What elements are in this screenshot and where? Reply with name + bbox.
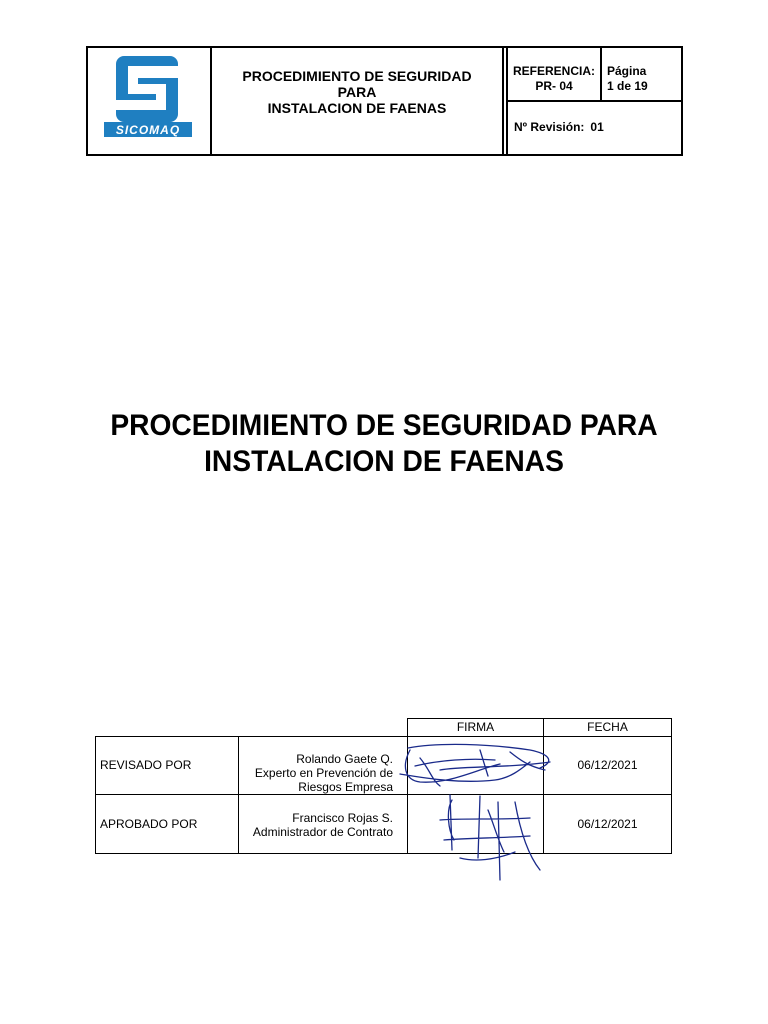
sicomaq-logo [88, 48, 212, 154]
reviewer-role-line2: Riesgos Empresa [298, 780, 393, 794]
column-header-firma: FIRMA [407, 718, 544, 737]
column-header-fecha: FECHA [543, 718, 672, 737]
header-title-line3: INSTALACION DE FAENAS [267, 100, 447, 116]
revision-value: 01 [590, 120, 604, 134]
revision-cell [506, 102, 681, 154]
document-title-line2: INSTALACION DE FAENAS [204, 445, 564, 478]
revision-label: Nº Revisión: [514, 120, 585, 134]
document-title-line1: PROCEDIMIENTO DE SEGURIDAD PARA [110, 409, 658, 442]
reviewer-role-line1: Experto en Prevención de [254, 766, 393, 780]
reference-cell [506, 48, 602, 102]
document-header [86, 46, 683, 156]
approver-name-cell [238, 794, 408, 854]
reference-value: PR- 04 [535, 79, 573, 93]
reviewer-date: 06/12/2021 [543, 736, 672, 795]
approver-date: 06/12/2021 [543, 794, 672, 854]
row-label-revisado: REVISADO POR [95, 736, 239, 795]
document-title [61, 408, 708, 480]
approver-role: Administrador de Contrato [252, 825, 393, 839]
page-value: 1 de 19 [607, 79, 648, 93]
logo-text: SICOMAQ [115, 123, 181, 137]
logo-cell [88, 48, 212, 154]
approver-name: Francisco Rojas S. [292, 811, 393, 825]
header-title [212, 48, 504, 154]
page-label: Página [607, 64, 647, 78]
reviewer-name-cell [238, 736, 408, 795]
header-title-line1: PROCEDIMIENTO DE SEGURIDAD [242, 68, 472, 84]
approver-signature-cell [407, 794, 544, 854]
header-title-line2: PARA [337, 84, 377, 100]
page-cell [602, 48, 681, 102]
row-label-aprobado: APROBADO POR [95, 794, 239, 854]
reviewer-signature-cell [407, 736, 544, 795]
reviewer-name: Rolando Gaete Q. [296, 752, 393, 766]
reference-label: REFERENCIA: [512, 64, 595, 78]
approval-table [95, 718, 672, 854]
